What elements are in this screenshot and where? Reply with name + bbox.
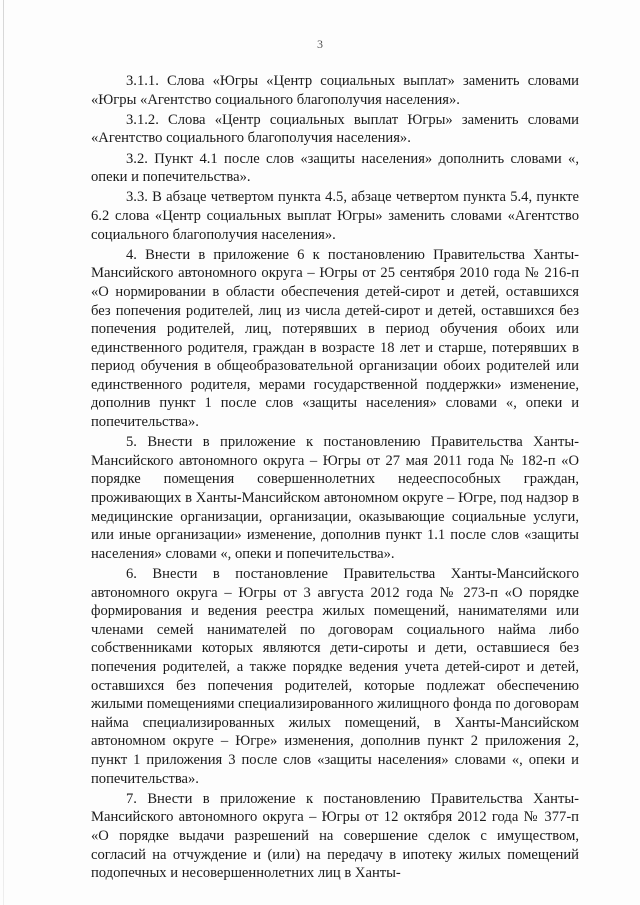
paragraph-3-3: 3.3. В абзаце четвертом пункта 4.5, абзаце четвертом пункта 5.4, пункте 6.2 слова «Центр социальных выплат Югры» заменить словами «Агентство социального благополучия населения». [91,189,579,243]
paragraph-3-1-2: 3.1.2. Слова «Центр социальных выплат Югры» заменить словами «Агентство социального благополучия населения». [91,111,579,147]
paragraph-5: 5. Внести в приложение к постановлению Правительства Ханты-Мансийского автономного округа – Югры от 27 мая 2011 года № 182-п «О порядке помещения совершеннолетних недееспособных граждан, проживающих в Ханты-Мансийском автономном округе – Югре, под надзор в медицинские организации, организации, оказывающие социальные услуги, или иные организации» изменение, дополнив пункт 1.1 после слов «защиты населения» словами «, опеки и попечительства». [91,434,579,562]
paragraph-3-1-1: 3.1.1. Слова «Югры «Центр социальных выплат» заменить словами «Югры «Агентство социального благополучия населения». [91,73,579,108]
paragraph-4: 4. Внести в приложение 6 к постановлению Правительства Ханты-Мансийского автономного округа – Югры от 25 сентября 2010 года № 216-п «О нормировании в области обеспечения детей-сирот и детей, оставшихся без попечения родителей, лиц из числа детей-сирот и детей, оставшихся без попечения родителей, лиц, потерявших в период обучения обоих или единственного родителя, граждан в возрасте 18 лет и старше, потерявших в период обучения в общеобразовательной организации обоих родителей или единственного родителя, мерами государственной поддержки» изменение, дополнив пункт 1 после слов «защиты населения» словами «, опеки и попечительства». [91,246,579,431]
paragraph-7: 7. Внести в приложение к постановлению Правительства Ханты-Мансийского автономного округа – Югры от 12 октября 2012 года № 377-п «О порядке выдачи разрешений на совершение сделок с имуществом, согласий на отчуждение и (или) на передачу в ипотеку жилых помещений подопечных и несовершеннолетних лиц в Ханты- [91,790,579,882]
scan-edge-line [3,0,4,905]
paragraph-3-2: 3.2. Пункт 4.1 после слов «защиты населения» дополнить словами «, опеки и попечительства». [91,150,579,186]
page-number: 3 [317,37,323,51]
paragraph-6: 6. Внести в постановление Правительства Ханты-Мансийского автономного округа – Югры от 3 августа 2012 года № 273-п «О порядке формирования и ведения реестра жилых помещений, нанимателями или членами семей нанимателей по договорам социального найма либо собственниками которых являются дети-сироты и дети, оставшиеся без попечения родителей, а также порядке ведения учета детей-сирот и детей, оставшихся без попечения родителей, которые подлежат обеспечению жилыми помещениями специализированного жилищного фонда по договорам найма специализированных жилых помещений, в Ханты-Мансийском автономном округе – Югре» изменения, дополнив пункт 2 приложения 2, пункт 1 приложения 3 после слов «защиты населения» словами «, опеки и попечительства». [91,566,579,787]
document-body [91,72,579,884]
